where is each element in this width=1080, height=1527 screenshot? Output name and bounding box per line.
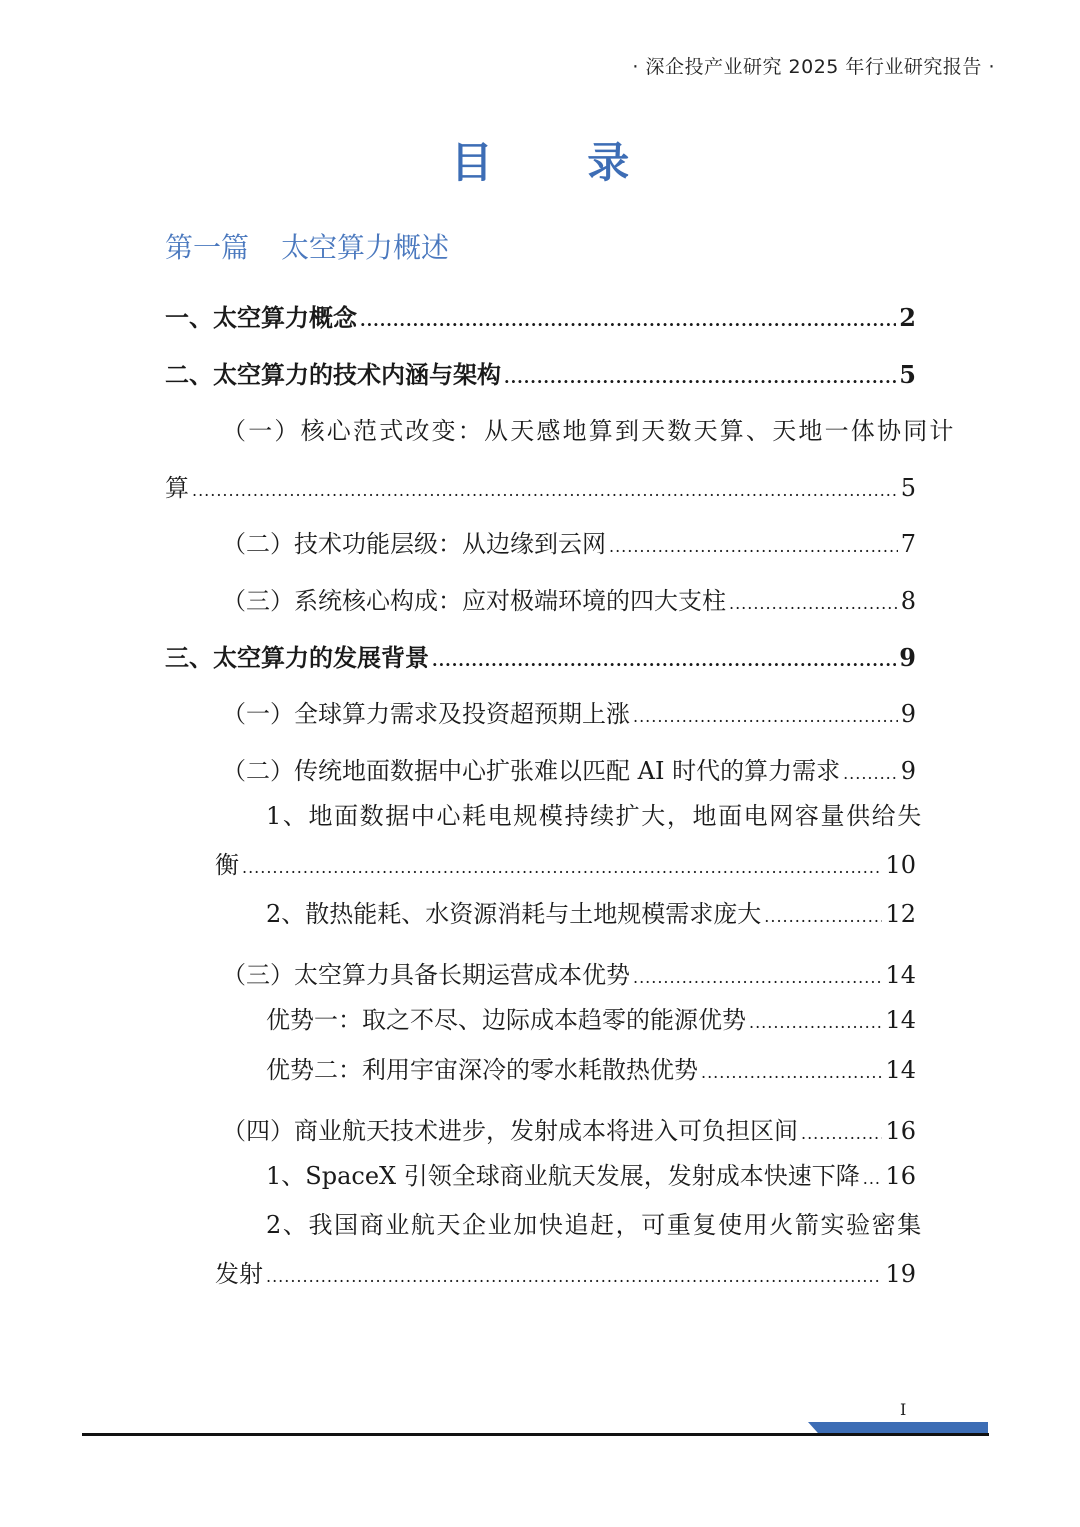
toc-entry-page: 7: [900, 530, 916, 558]
toc-leader-dots: [609, 537, 898, 556]
toc-leader-dots: [729, 594, 898, 613]
toc-entry[interactable]: [222, 955, 916, 990]
page-number: I: [900, 1400, 907, 1419]
toc-entry-page: 9: [899, 643, 916, 672]
toc-entry-page: 9: [900, 757, 916, 785]
toc-leader-dots: [843, 764, 898, 783]
toc-entry[interactable]: [266, 1050, 916, 1085]
toc-leader-dots: [801, 1124, 882, 1143]
toc-title: 目 录: [450, 138, 670, 187]
toc-entry-page: 19: [885, 1260, 916, 1288]
toc-entry-page: 14: [885, 1006, 916, 1034]
toc-entry-text: （三）系统核心构成：应对极端环境的四大支柱: [222, 587, 726, 615]
toc-entry-text: 二、太空算力的技术内涵与架构: [165, 360, 501, 389]
part-name: 太空算力概述: [281, 231, 450, 264]
footer-rule: [82, 1433, 989, 1436]
toc-entry-text: 1、SpaceX 引领全球商业航天发展，发射成本快速下降: [266, 1162, 860, 1190]
toc-entry[interactable]: [266, 894, 916, 929]
toc-entry-text: 2、散热能耗、水资源消耗与土地规模需求庞大: [266, 900, 762, 928]
toc-entry[interactable]: [222, 751, 916, 786]
toc-entry[interactable]: [165, 355, 916, 390]
toc-entry-text: （一）全球算力需求及投资超预期上涨: [222, 700, 630, 728]
toc-entry[interactable]: [222, 581, 916, 616]
toc-entry[interactable]: [215, 845, 916, 880]
toc-entry-page: 16: [885, 1117, 916, 1145]
toc-leader-dots: [633, 707, 898, 726]
toc-entry-page: 16: [885, 1162, 916, 1190]
toc-entry[interactable]: [165, 468, 916, 503]
toc-entry-page: 14: [885, 961, 916, 989]
toc-entry[interactable]: [222, 1111, 916, 1146]
toc-entry-text: （四）商业航天技术进步，发射成本将进入可负担区间: [222, 1117, 798, 1145]
toc-leader-dots: [863, 1169, 883, 1188]
toc-entry-page: 8: [900, 587, 916, 615]
toc-entry-text: 优势二：利用宇宙深冷的零水耗散热优势: [266, 1056, 698, 1084]
toc-entry[interactable]: [165, 638, 916, 673]
toc-entry-line1[interactable]: 2、我国商业航天企业加快追赶，可重复使用火箭实验密集: [266, 1211, 923, 1239]
toc-leader-dots: [701, 1063, 882, 1082]
toc-entry[interactable]: [165, 298, 916, 333]
part-title[interactable]: [165, 226, 449, 266]
toc-entry[interactable]: [222, 694, 916, 729]
toc-entry-text: 发射: [215, 1260, 263, 1288]
toc-entry[interactable]: [266, 1000, 916, 1035]
toc-entry-page: 14: [885, 1056, 916, 1084]
toc-entry-text: 算: [165, 474, 189, 502]
toc-leader-dots: [192, 481, 898, 500]
toc-leader-dots: [360, 311, 896, 330]
toc-leader-dots: [749, 1013, 882, 1032]
toc-entry-page: 2: [899, 303, 916, 332]
toc-entry-page: 9: [900, 700, 916, 728]
part-label: 第一篇: [165, 231, 250, 264]
toc-entry-text: 三、太空算力的发展背景: [165, 643, 429, 672]
toc-entry[interactable]: [222, 524, 916, 559]
toc-entry-page: 10: [885, 851, 916, 879]
toc-leader-dots: [764, 907, 882, 926]
toc-leader-dots: [633, 968, 882, 987]
toc-entry-text: （二）技术功能层级：从边缘到云网: [222, 530, 606, 558]
toc-leader-dots: [432, 651, 896, 670]
running-header: · 深企投产业研究 2025 年行业研究报告 ·: [632, 56, 995, 78]
toc-entry-line1[interactable]: 1、地面数据中心耗电规模持续扩大，地面电网容量供给失: [266, 802, 923, 830]
toc-entry[interactable]: [266, 1156, 916, 1191]
toc-entry-text: 一、太空算力概念: [165, 303, 357, 332]
toc-entry-page: 5: [900, 474, 916, 502]
toc-entry-page: 5: [899, 360, 916, 389]
toc-entry-page: 12: [885, 900, 916, 928]
toc-entry-text: 优势一：取之不尽、边际成本趋零的能源优势: [266, 1006, 746, 1034]
toc-entry-line1[interactable]: （一）核心范式改变：从天感地算到天数天算、天地一体协同计: [222, 417, 956, 445]
toc-entry[interactable]: [215, 1254, 916, 1289]
toc-leader-dots: [504, 368, 896, 387]
toc-leader-dots: [266, 1267, 882, 1286]
toc-entry-text: （三）太空算力具备长期运营成本优势: [222, 961, 630, 989]
toc-entry-text: 衡: [215, 851, 239, 879]
toc-entry-text: （二）传统地面数据中心扩张难以匹配 AI 时代的算力需求: [222, 757, 841, 785]
toc-leader-dots: [242, 858, 882, 877]
